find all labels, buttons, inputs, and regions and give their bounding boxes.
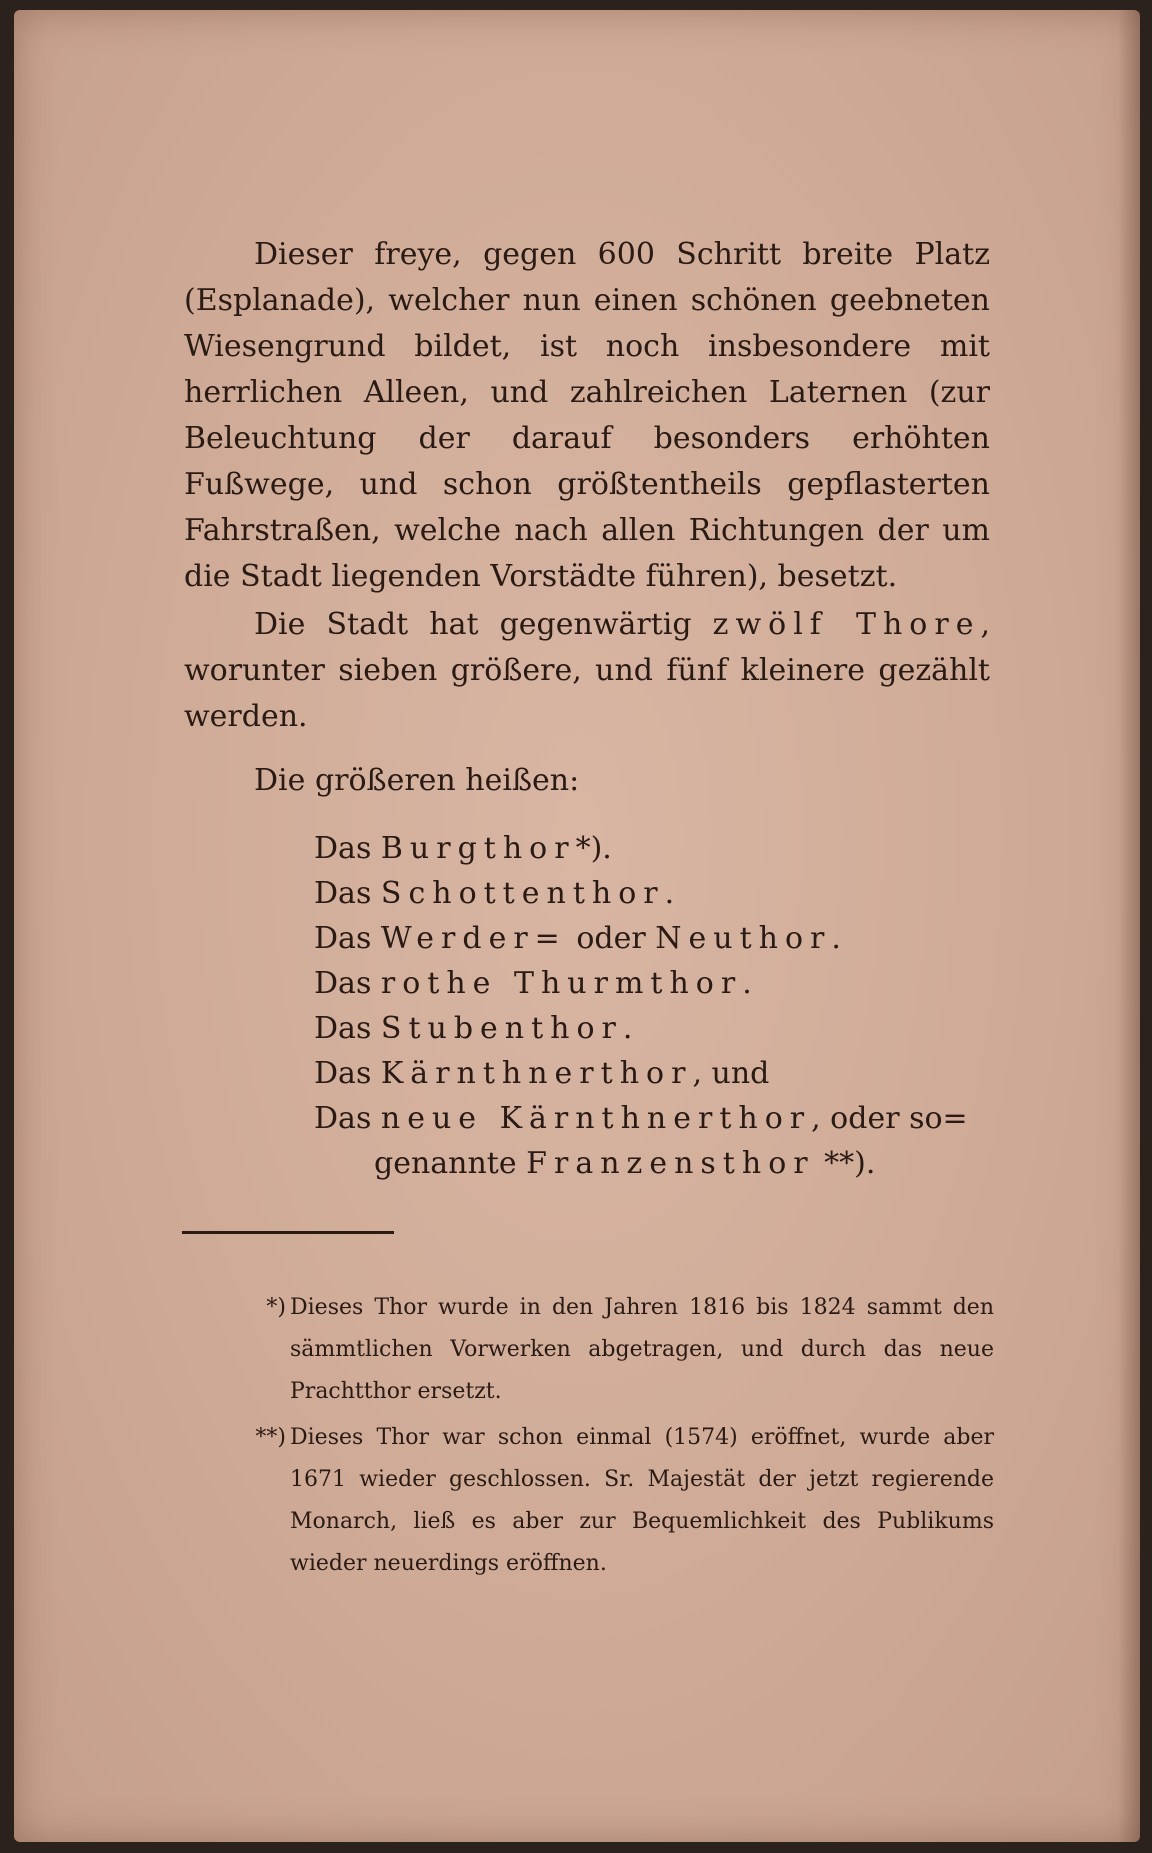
gates-heading: Die größeren heißen: [254,763,580,798]
gate-name: Franzensthor [526,1146,815,1181]
gate-suffix: . [742,966,752,1001]
gate-name: Kärnthnerthor [380,1056,693,1091]
footnote-separator [182,1231,394,1234]
page-edge-shadow [1118,10,1140,1842]
gate-item-burgthor [314,826,1004,871]
gate-prefix: genannte [374,1146,517,1181]
gate-prefix: Das [314,1011,372,1046]
gate-suffix: , und [692,1056,770,1091]
paragraph-esplanade: Dieser freye, gegen 600 Schritt breite Platz (Esplanade), welcher nun einen schönen geebneten Wiesengrund bildet, ist noch insbesondere mit herrlichen Alleen, und zahlreichen Laternen (zur Beleuchtung der darauf besonders erhöhten Fußwege, und schon größtentheils gepflasterten Fahrstraßen, welche nach allen Richtungen der um die Stadt liegenden Vorstädte führen), besetzt. [184,237,990,594]
footnotes [214,1287,994,1589]
gate-item-neue-kaernthnerthor [314,1096,1004,1141]
gate-prefix: Das [314,1056,372,1091]
footnote-1 [214,1287,994,1413]
gate-item-neuthor [314,916,1004,961]
footnote-text: Dieses Thor wurde in den Jahren 1816 bis 1824 sammt den sämmtlichen Vorwerken abgetragen, und durch das neue Prachtthor ersetzt. [290,1295,994,1404]
gate-name: Werder= [380,921,567,956]
gate-name: neue Kärnthnerthor [380,1101,812,1136]
gate-item-franzensthor [314,1141,1004,1186]
gate-name: Stubenthor [380,1011,623,1046]
gate-item-kaernthnerthor [314,1051,1004,1096]
paragraph-gates-before: Die Stadt hat gegenwärtig [254,607,692,642]
gate-name: Schottenthor [380,876,665,911]
gate-name: Burgthor [380,831,576,866]
gate-prefix: Das [314,831,372,866]
gate-suffix: . [831,921,841,956]
gate-item-schottenthor [314,871,1004,916]
footnote-mark: **) [255,1425,286,1450]
paragraph-gates-after: , worunter sieben größere, und fünf kleinere gezählt werden. [184,607,990,734]
body-text [184,232,990,740]
gate-name-alt: Neuthor [655,921,832,956]
footnote-2 [214,1417,994,1585]
gate-suffix: , oder so= [811,1101,968,1136]
footnote-mark: *) [266,1295,286,1320]
gate-suffix: . [622,1011,633,1046]
gate-connector: oder [576,921,646,956]
footnote-text: Dieses Thor war schon einmal (1574) eröffnet, wurde aber 1671 wieder geschlossen. Sr. Majestät der jetzt regierende Monarch, ließ es aber zur Bequemlichkeit des Publikums wieder neuerdings eröffnen. [290,1425,994,1576]
gate-list [314,826,1004,1186]
gate-prefix: Das [314,921,372,956]
gate-suffix: . [664,876,675,911]
book-page [14,10,1140,1842]
gate-suffix: **). [824,1146,876,1181]
paragraph-gates-count [184,602,990,740]
paragraph-gates-emphasis: zwölf Thore [712,607,981,642]
gate-prefix: Das [314,1101,372,1136]
gate-item-stubenthor [314,1006,1004,1051]
gate-suffix: *). [575,831,612,866]
gate-item-rothe-thurmthor [314,961,1004,1006]
gate-name: rothe Thurmthor [380,966,743,1001]
gate-prefix: Das [314,876,372,911]
gate-prefix: Das [314,966,372,1001]
